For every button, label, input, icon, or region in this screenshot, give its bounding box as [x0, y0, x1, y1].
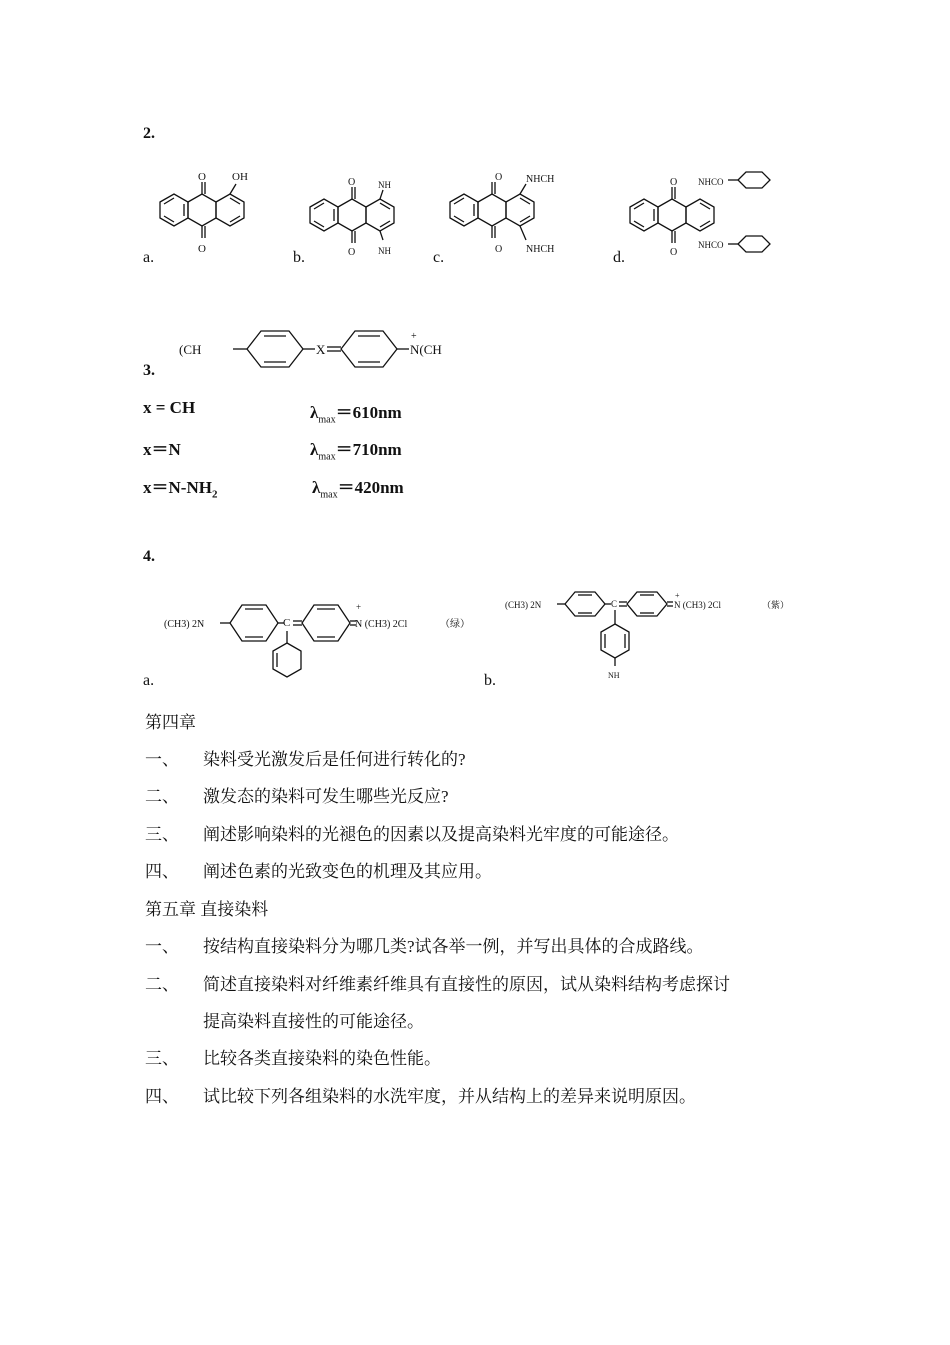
oxygen-label: O [348, 177, 356, 188]
lambda-row3: $\lambda_{max}=420nm$ [312, 478, 404, 501]
svg-text:N (CH3) 2Cl: N (CH3) 2Cl [674, 600, 721, 610]
chapter-5-item-1: 一、 按结构直接染料分为哪几类?试各举一例，并写出具体的合成路线。 [145, 937, 704, 956]
chapter-5-item-2: 二、 简述直接染料对纤维素纤维具有直接性的原因，试从染料结构考虑探讨 [145, 975, 730, 994]
chapter-5-title: 第五章 直接染料 [145, 900, 269, 919]
dye-structure-3 [175, 325, 475, 375]
label-4a: a. [143, 672, 155, 689]
nh2-label: NH [378, 246, 391, 256]
label-b: b. [293, 249, 305, 266]
nh2-label: NH [378, 180, 391, 190]
x-value-row3: $x=N-NH_2$ [143, 478, 218, 501]
oxygen-label: O [348, 247, 356, 258]
svg-text:+: + [675, 591, 680, 600]
chapter-5-item-3: 三、 比较各类直接染料的染色性能。 [145, 1049, 441, 1068]
lambda-row1: $\lambda_{max}=610nm$ [310, 403, 402, 426]
left-group-label: (CH [179, 342, 202, 357]
oxygen-label: O [198, 171, 206, 183]
nh2-label: NH [608, 671, 620, 680]
chapter-4-item-4: 四、 阐述色素的光致变色的机理及其应用。 [145, 862, 492, 881]
x-value-row1: x = CH [143, 398, 196, 417]
question-4-number: 4. [143, 548, 155, 565]
svg-text:+: + [356, 602, 362, 612]
nhch3-label: NHCH [526, 174, 555, 185]
oxygen-label: O [495, 244, 503, 255]
chapter-4-title: 第四章 [145, 713, 196, 732]
dye-structure-4a [160, 595, 480, 685]
oxygen-label: O [670, 247, 678, 258]
color-label-purple: （紫） [762, 600, 790, 610]
chapter-4-item-1: 一、 染料受光激发后是任何进行转化的? [145, 750, 466, 769]
oxygen-label: O [198, 243, 206, 255]
dye-structure-4b [505, 590, 805, 685]
svg-text:+: + [411, 331, 417, 342]
lambda-row2: $\lambda_{max}=710nm$ [310, 440, 402, 463]
molecule-a [160, 171, 248, 255]
label-c: c. [433, 249, 445, 266]
label-4b: b. [484, 672, 496, 689]
nhco-label: NHCO [698, 240, 724, 250]
svg-text:(CH3) 2N: (CH3) 2N [505, 600, 542, 610]
molecule-c [450, 172, 554, 255]
right-group-label: N(CH [410, 342, 442, 357]
label-a: a. [143, 249, 155, 266]
svg-text:(CH3) 2N: (CH3) 2N [164, 619, 205, 630]
molecule-d [630, 172, 770, 258]
oxygen-label: O [670, 177, 678, 188]
x-label: X [316, 342, 326, 357]
chapter-5-item-4: 四、 试比较下列各组染料的水洗牢度，并从结构上的差异来说明原因。 [145, 1087, 696, 1106]
svg-text:C: C [611, 599, 618, 609]
nhch2ch2oh-label: NHCH [526, 244, 555, 255]
chapter-5-item-2-cont: 提高染料直接性的可能途径。 [203, 1012, 424, 1031]
svg-text:N (CH3) 2Cl: N (CH3) 2Cl [355, 619, 408, 630]
chapter-4-item-2: 二、 激发态的染料可发生哪些光反应? [145, 787, 449, 806]
x-value-row2: x＝N [143, 440, 181, 459]
molecule-b [310, 177, 394, 258]
label-d: d. [613, 249, 625, 266]
svg-text:C: C [283, 617, 291, 629]
oh-label: OH [232, 171, 248, 183]
chapter-4-item-3: 三、 阐述影响染料的光褪色的因素以及提高染料光牢度的可能途径。 [145, 825, 679, 844]
nhco-label: NHCO [698, 177, 724, 187]
anthraquinone-structures [140, 160, 820, 270]
question-2-number: 2. [143, 125, 155, 142]
oxygen-label: O [495, 172, 503, 183]
question-3-number: 3. [143, 362, 155, 379]
color-label-green: （绿） [440, 619, 470, 630]
